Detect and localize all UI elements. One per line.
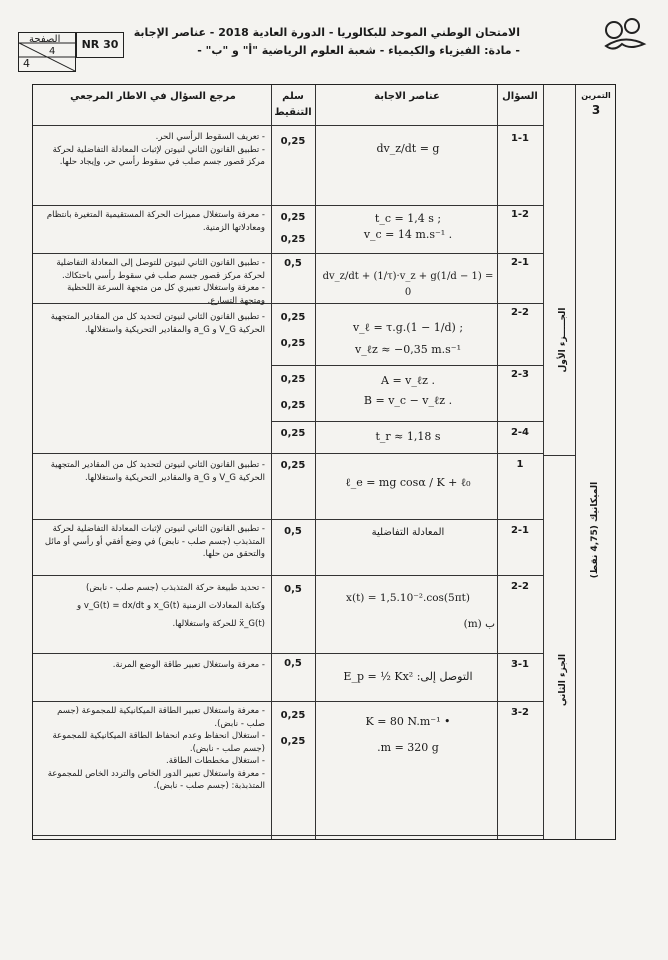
question-row-3: 2-1	[510, 257, 530, 268]
answer-row-3: dv_z/dt + (1/τ)·v_z + g(1/d − 1) = 0	[322, 271, 494, 298]
points-row-3: 0,5	[284, 258, 302, 269]
col-exercise-header	[579, 89, 613, 117]
part1-label: الجـــــزء الأول	[558, 307, 568, 373]
ref-row-2: - معرفة واستغلال مميزات الحركة المستقيمية المتغيرة بانتظام ومعادلاتها الزمنية.	[46, 210, 265, 233]
col-question-header: السؤال	[502, 91, 538, 102]
answer-row-10: التوصل إلى: E_p = ½ Kx²	[343, 670, 473, 683]
col-points-header: سلم التنقيط	[274, 91, 312, 118]
exam-code: NR 30	[76, 32, 124, 58]
exam-title: الامتحان الوطني الموحد للبكالوريا - الدورة العادية 2018 - عناصر الإجابة	[133, 26, 520, 39]
col-answer-header: عناصر الاجابة	[374, 91, 440, 102]
answer-row-2: t_c = 1,4 s ; v_c = 14 m.s⁻¹ .	[363, 212, 453, 241]
points-row-7: 0,25	[280, 460, 306, 471]
points-row-2: 0,25 0,25	[280, 212, 306, 245]
page-num: 4	[49, 46, 56, 57]
points-row-11: 0,25 0,25	[280, 710, 306, 747]
page-number-box	[18, 32, 76, 72]
question-row-9: 2-2	[510, 581, 530, 592]
exercise-number: 3	[591, 103, 601, 117]
ref-row-11: - معرفة واستغلال تعبير الطاقة الميكانيكية للمجموعة (جسم صلب - نابض). - استغلال انحفاظ وعدم انحفاظ الطاقة الميكانيكية للمجموعة (جسم صلب - نابض). - استغلال مخططات الطاقة. - معرفة واستغلال تعبير الدور الخاص والتردد الخاص للمجموعة المتذبذبة: (جسم صلب - نابض).	[47, 706, 265, 791]
ref-row-10: - معرفة واستغلال تعبير طاقة الوضع المرنة.	[112, 660, 265, 670]
ref-row-1: - تعريف السقوط الرأسي الحر. - تطبيق القانون الثاني لنيوتن لإثبات المعادلة التفاضلية لحركة مركز قصور جسم صلب في سقوط رأسي حر، وإيجاد حلها.	[52, 132, 265, 167]
question-row-5: 2-3	[510, 369, 530, 380]
mechanics-label: الميكانيك (4,75 نقط)	[590, 481, 600, 579]
question-row-7: 1	[516, 459, 524, 470]
question-row-6: 2-4	[510, 427, 530, 438]
ref-row-9: - تحديد طبيعة حركة المتذبذب (جسم صلب - نابض) وكتابة المعادلات الزمنية x_G(t) و v_G(t) = dx/dt و ẍ_G(t) للحركة واستغلالها.	[77, 583, 265, 629]
ref-row-4: - تطبيق القانون الثاني لنيوتن لتحديد كل من المقادير المتجهية الحركية V_G و a_G والمقادير التحريكية واستغلالها.	[50, 312, 265, 335]
points-row-5: 0,25 0,25	[280, 374, 306, 411]
answer-row-5: A = v_ℓz . B = v_c − v_ℓz .	[363, 374, 453, 407]
answer-row-9: x(t) = 1,5.10⁻².cos(5πt) ب (m)	[346, 592, 495, 630]
points-row-6: 0,25	[280, 428, 306, 439]
points-row-1: 0,25	[280, 136, 306, 147]
exam-subtitle: - مادة: الفيزياء والكيمياء - شعبة العلوم الرياضية "أ" و "ب" -	[197, 44, 520, 57]
page-total: 4	[23, 57, 30, 70]
ref-row-3: - تطبيق القانون الثاني لنيوتن للتوصل إلى المعادلة التفاضلية لحركة مركز قصور جسم صلب في سقوط رأسي باحتكاك. - معرفة واستغلال تعبيري كل من متجهة السرعة اللحظية ومتجهة التسارع.	[56, 258, 265, 306]
answer-table	[32, 84, 616, 840]
points-row-9: 0,5	[284, 584, 302, 595]
answer-row-6: t_r ≈ 1,18 s	[375, 430, 441, 443]
question-row-11: 3-2	[510, 707, 530, 718]
page-label: الصفحة	[29, 34, 61, 45]
points-row-8: 0,5	[284, 526, 302, 537]
part2-label: الجزء الثاني	[558, 653, 568, 707]
ministry-logo-icon	[600, 16, 648, 56]
question-row-10: 3-1	[510, 659, 530, 670]
points-row-10: 0,5	[284, 658, 302, 669]
question-row-1: 1-1	[510, 133, 530, 144]
question-row-4: 2-2	[510, 307, 530, 318]
answer-row-8: المعادلة التفاضلية	[371, 527, 445, 538]
answer-row-7: ℓ_e = mg cosα / K + ℓ₀	[345, 476, 471, 489]
exercise-label: التمرين	[581, 91, 611, 100]
col-ref-header: مرجع السؤال في الاطار المرجعي	[70, 91, 236, 102]
question-row-8: 2-1	[510, 525, 530, 536]
answer-row-4: v_ℓ = τ.g.(1 − 1/d) ; v_ℓz ≈ −0,35 m.s⁻¹	[352, 321, 464, 356]
answer-row-11: K = 80 N.m⁻¹ • .m = 320 g	[365, 715, 451, 754]
points-row-4: 0,25 0,25	[280, 312, 306, 349]
answer-row-1: dv_z/dt = g	[376, 142, 440, 155]
ref-row-7: - تطبيق القانون الثاني لنيوتن لتحديد كل من المقادير المتجهية الحركية V_G و a_G والمقادير التحريكية واستغلالها.	[50, 460, 265, 483]
question-row-2: 1-2	[510, 209, 530, 220]
ref-row-8: - تطبيق القانون الثاني لنيوتن لإثبات المعادلة التفاضلية لحركة المتذبذب (جسم صلب - نابض) في وضع أفقي أو رأسي أو مائل والتحقق من حلها.	[44, 524, 265, 559]
